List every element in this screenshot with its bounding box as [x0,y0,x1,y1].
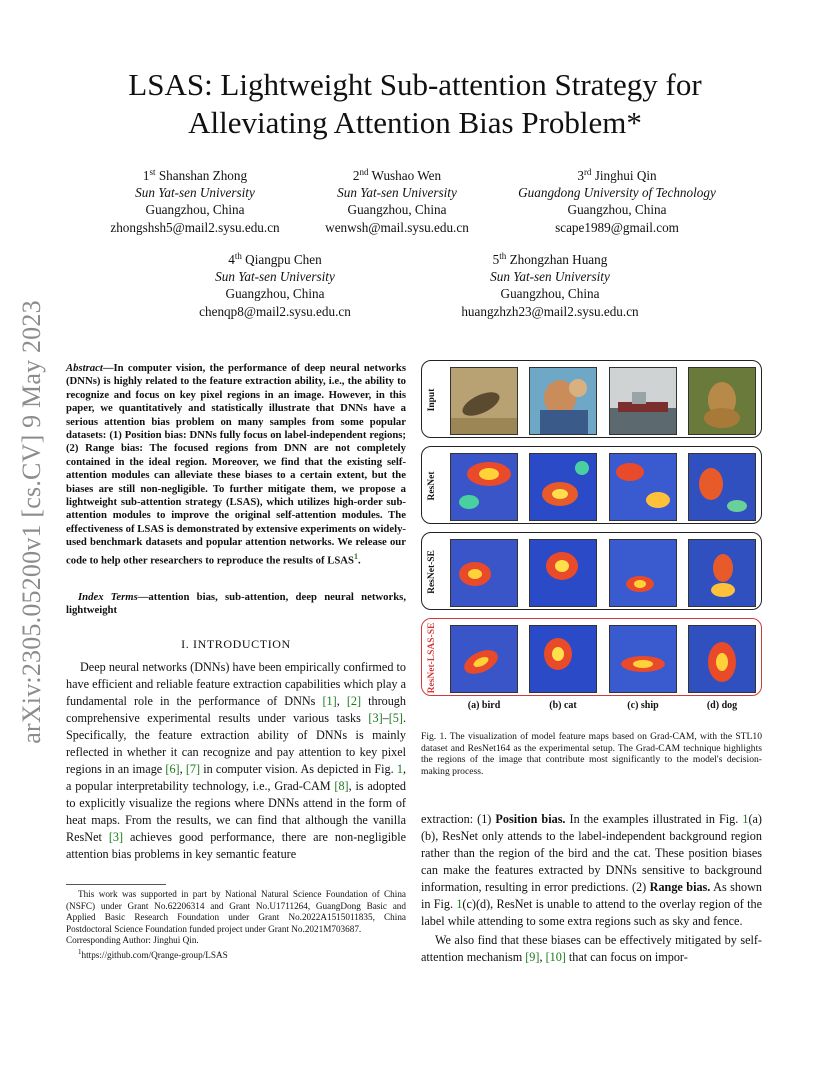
figure-link[interactable]: 1 [742,812,749,826]
figure-col-label: (b) cat [549,700,577,711]
author-5: 5th Zhongzhan Huang Sun Yat-sen University Guangzhou, China huangzhzh23@mail2.sysu.edu.cn [461,251,639,319]
citation-link[interactable]: [8] [334,779,349,793]
funding-note: This work was supported in part by National Natural Science Foundation of China (NSFC) under Grant No.62206314 and Grant No.U1711264, GuangDong Basic and Applied Basic Research Foundation under Grant No.2022A1515011835, China Postdoctoral Science Foundation funded project under Grant No.2021M703687. [66,889,406,934]
heatmap-dog-resnet-se [688,539,756,607]
figure-col-label: (a) bird [467,700,501,711]
arxiv-id: arXiv:2305.05200v1 [cs.CV] 9 May 2023 [17,300,46,744]
heatmap-cat-lsas [529,625,597,693]
figure-1 [421,360,762,696]
author-4: 4th Qiangpu Chen Sun Yat-sen University Guangzhou, China chenqp8@mail2.sysu.edu.cn [199,251,351,319]
row-label: ResNet-LSAS-SE [427,622,437,694]
citation-link[interactable]: [5] [388,711,403,725]
citation-link[interactable]: [3] [108,830,124,844]
footnotes [66,884,406,962]
figure-link[interactable]: 1 [456,897,463,911]
figure-row-resnet [421,446,762,524]
citation-link[interactable]: [3] [368,711,383,725]
image-ship-input [609,367,677,435]
image-dog-input [688,367,756,435]
row-label: ResNet-SE [427,550,437,594]
arxiv-stamp [12,282,52,762]
citation-link[interactable]: [1] [322,694,337,708]
footnote-divider [66,884,166,885]
abstract: Abstract—In computer vision, the performance of deep neural networks (DNNs) is highly related to the feature extraction ability, i.e., the ability to recognize and focus on key pixel regions in an image. However, in this paper, we quantitatively and statistically illustrate that DNNs have a serious attention bias problem on many samples from some popular datasets: (1) Position bias: DNNs fully focus on label-independent regions; (2) Range bias: The focused regions from DNN are not completely contained in the ideal region. Moreover, we find that the existing self-attention modules can alleviate these biases to a certain extent, but the biases are still non-negligible. To further mitigate them, we propose a lightweight sub-attention strategy (LSAS), which utilizes high-order sub-attention modules to improve the original self-attention modules. The effectiveness of LSAS is demonstrated by extensive experiments on widely-used benchmark datasets and popular attention networks. We release our code to help other researchers to reproduce the results of LSAS$^1$. [66,362,406,567]
figure-col-label: (c) ship [627,700,659,711]
author-2: 2nd Wushao Wen Sun Yat-sen University Guangzhou, China wenwsh@mail.sysu.edu.cn [325,167,469,235]
heatmap-dog-resnet [688,453,756,521]
row-label: ResNet [427,471,437,501]
heatmap-ship-lsas [609,625,677,693]
citation-link[interactable]: [7] [185,762,201,776]
heatmap-cat-resnet-se [529,539,597,607]
corresponding-author: Corresponding Author: Jinghui Qin. [66,935,199,946]
paper-title: LSAS: Lightweight Sub-attention Strategy for Alleviating Attention Bias Problem* [128,67,702,140]
author-1: 1st Shanshan Zhong Sun Yat-sen University Guangzhou, China zhongshsh5@mail2.sysu.edu.cn [110,167,280,235]
citation-link[interactable]: [6] [165,762,180,776]
citation-link[interactable]: [10] [545,950,566,964]
figure-link[interactable]: 1 [396,762,403,776]
index-terms: Index Terms—attention bias, sub-attention, deep neural networks, lightweight [66,591,406,617]
row-label: Input [427,388,437,412]
image-cat-input [529,367,597,435]
figure-col-label: (d) dog [706,700,738,711]
figure-row-resnet-lsas-se [421,618,762,696]
figure-row-input [421,360,762,438]
figure-row-resnet-se [421,532,762,610]
heatmap-cat-resnet [529,453,597,521]
heatmap-bird-resnet [450,453,518,521]
heatmap-ship-resnet-se [609,539,677,607]
heatmap-bird-lsas [450,625,518,693]
image-bird-input [450,367,518,435]
heatmap-bird-resnet-se [450,539,518,607]
author-3: 3rd Jinghui Qin Guangdong University of Technology Guangzhou, China scape1989@gmail.com [518,167,716,235]
intro-right-column: extraction: (1) Position bias. In the examples illustrated in Fig. 1(a)(b), ResNet only attends to the label-independent background region rather than the region of the bird and the cat. These position biases can make the features extracted by DNNs sensitive to background information, resulting in error predictions. (2) Range bias. As shown in Fig. 1(c)(d), ResNet is unable to attend to the overlay region of the label while attending to some extra regions such as sky and fence. We also find that these biases can be effectively mitigated by self-attention mechanism [9], [10] that can focus on impor- [421,812,762,964]
code-footnote: $^1$https://github.com/Qrange-group/LSAS [78,947,228,961]
heatmap-dog-lsas [688,625,756,693]
code-url[interactable]: https://github.com/Qrange-group/LSAS [81,950,228,961]
section-heading: I. INTRODUCTION [181,637,291,651]
intro-left-column: Deep neural networks (DNNs) have been empirically confirmed to have efficient and reliable feature extraction capabilities which play a fundamental role in the performance of DNNs [1], [2] through comprehensive experimental results under various tasks [3]–[5]. Specifically, the feature extraction ability of DNNs is mainly reflected in whether it can recognize and pay attention to key pixel regions in an image [6], [7] in computer vision. As depicted in Fig. 1, a popular interpretability technology, i.e., Grad-CAM [8], is adopted to explicitly visualize the regions where DNNs attend in the form of heat maps. From the results, we can find that although the vanilla ResNet [3] achieves good performance, there are non-negligible attention bias problems in key semantic feature [66,660,406,861]
heatmap-ship-resnet [609,453,677,521]
citation-link[interactable]: [9] [525,950,540,964]
figure-caption: Fig. 1. The visualization of model feature maps based on Grad-CAM, with the STL10 dataset and ResNet164 as the experimental setup. The Grad-CAM technique highlights the regions of the image that contribute most significantly to the model's decision-making process. [421,731,762,777]
citation-link[interactable]: [2] [346,694,362,708]
